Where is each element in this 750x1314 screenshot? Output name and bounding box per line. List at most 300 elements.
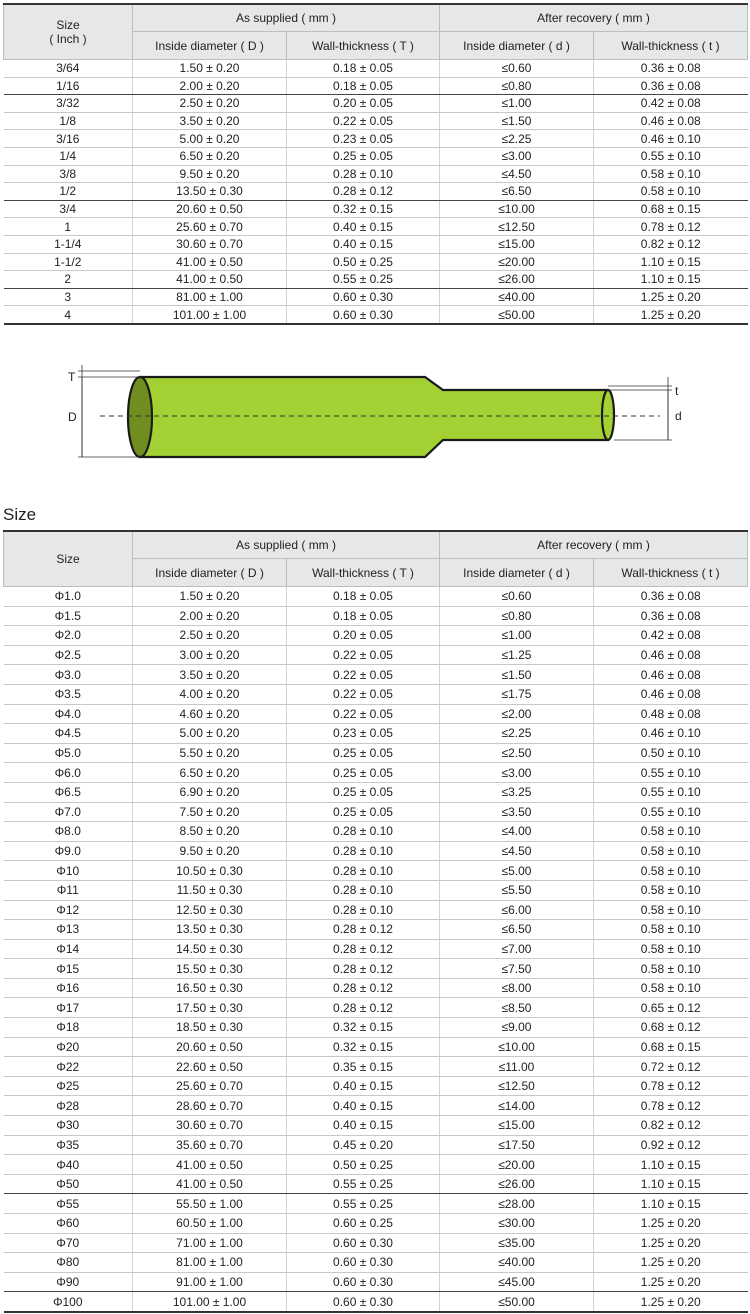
inside-diameter-d-cell: ≤14.00 [440,1096,594,1116]
table-row [4,1194,748,1214]
size-cell: Φ13 [4,920,133,940]
wall-thickness-T-cell: 0.35 ± 0.15 [287,1057,440,1077]
wall-thickness-T-cell: 0.60 ± 0.25 [287,1214,440,1234]
wall-thickness-t-cell: 0.55 ± 0.10 [594,782,748,802]
wall-thickness-T-cell: 0.20 ± 0.05 [287,95,440,113]
wall-thickness-T-cell: 0.60 ± 0.30 [287,1253,440,1273]
inch-size-table-body [4,60,748,324]
inside-diameter-D-cell: 71.00 ± 1.00 [133,1233,287,1253]
wall-thickness-T-cell: 0.28 ± 0.12 [287,998,440,1018]
table-row [4,1076,748,1096]
table-row [4,1116,748,1136]
size-cell: Φ6.5 [4,782,133,802]
size-cell: Φ100 [4,1292,133,1312]
inside-diameter-d-cell: ≤20.00 [440,1155,594,1175]
inside-diameter-D-cell: 28.60 ± 0.70 [133,1096,287,1116]
inside-diameter-D-cell: 4.60 ± 0.20 [133,704,287,724]
inside-diameter-d-cell: ≤0.60 [440,587,594,607]
inside-diameter-D-cell: 20.60 ± 0.50 [133,1037,287,1057]
inside-diameter-d-cell: ≤5.50 [440,880,594,900]
wall-thickness-t-cell: 0.55 ± 0.10 [594,147,748,165]
inside-diameter-d-cell: ≤28.00 [440,1194,594,1214]
wall-thickness-T-cell: 0.25 ± 0.05 [287,147,440,165]
t-label: t [675,384,679,398]
inside-diameter-d-cell: ≤17.50 [440,1135,594,1155]
table-row [4,165,748,183]
wall-thickness-T-cell: 0.55 ± 0.25 [287,271,440,289]
inside-diameter-D-cell: 18.50 ± 0.30 [133,1018,287,1038]
inside-diameter-D-cell: 81.00 ± 1.00 [133,1253,287,1273]
table-row [4,743,748,763]
inside-diameter-D-cell: 5.00 ± 0.20 [133,724,287,744]
size-cell: Φ5.0 [4,743,133,763]
size-cell: Φ4.5 [4,724,133,744]
inside-diameter-D-cell: 9.50 ± 0.20 [133,165,287,183]
inside-diameter-d-cell: ≤0.80 [440,77,594,95]
inside-diameter-d-cell: ≤10.00 [440,1037,594,1057]
inside-diameter-D-cell: 41.00 ± 0.50 [133,1155,287,1175]
wall-thickness-T-cell: 0.32 ± 0.15 [287,1018,440,1038]
wall-thickness-t-cell: 0.46 ± 0.08 [594,645,748,665]
wall-thickness-t-cell: 0.58 ± 0.10 [594,959,748,979]
wall-thickness-t-cell: 1.10 ± 0.15 [594,1194,748,1214]
wall-thickness-t-cell: 0.50 ± 0.10 [594,743,748,763]
size-cell: Φ40 [4,1155,133,1175]
size-cell: 1/2 [4,183,133,201]
inside-diameter-D-cell: 6.90 ± 0.20 [133,782,287,802]
metric-size-table [3,530,748,1313]
size-cell: Φ22 [4,1057,133,1077]
inside-diameter-d-cell: ≤4.50 [440,165,594,183]
wall-thickness-t-cell: 0.55 ± 0.10 [594,802,748,822]
table-row [4,684,748,704]
table-row [4,880,748,900]
table-row [4,60,748,78]
table-row [4,978,748,998]
table-row [4,1018,748,1038]
inside-diameter-d-cell: ≤6.50 [440,920,594,940]
inside-diameter-D-cell: 14.50 ± 0.30 [133,939,287,959]
size-cell: Φ9.0 [4,841,133,861]
wall-thickness-t-cell: 0.58 ± 0.10 [594,861,748,881]
wall-thickness-t-cell: 0.36 ± 0.08 [594,60,748,78]
wall-thickness-T-cell: 0.60 ± 0.30 [287,1292,440,1312]
table-row [4,1174,748,1194]
table-row [4,724,748,744]
table-row [4,704,748,724]
wall-thickness-t-header: Wall-thickness ( t ) [594,559,748,587]
wall-thickness-t-cell: 0.78 ± 0.12 [594,1076,748,1096]
table-row [4,271,748,289]
wall-thickness-t-cell: 0.58 ± 0.10 [594,939,748,959]
inside-diameter-D-cell: 81.00 ± 1.00 [133,288,287,306]
table-row [4,218,748,236]
inside-diameter-D-cell: 4.00 ± 0.20 [133,684,287,704]
inside-diameter-d-cell: ≤40.00 [440,1253,594,1273]
table-row [4,782,748,802]
inside-diameter-d-cell: ≤35.00 [440,1233,594,1253]
wall-thickness-T-cell: 0.28 ± 0.10 [287,822,440,842]
inside-diameter-d-cell: ≤30.00 [440,1214,594,1234]
inside-diameter-d-cell: ≤3.50 [440,802,594,822]
size-cell: Φ2.0 [4,626,133,646]
inside-diameter-d-header: Inside diameter ( d ) [440,559,594,587]
table-row [4,1253,748,1273]
wall-thickness-t-cell: 0.78 ± 0.12 [594,1096,748,1116]
inside-diameter-d-cell: ≤3.00 [440,763,594,783]
inside-diameter-D-cell: 30.60 ± 0.70 [133,235,287,253]
inside-diameter-d-cell: ≤1.00 [440,626,594,646]
wall-thickness-T-cell: 0.50 ± 0.25 [287,253,440,271]
table-row [4,200,748,218]
size-cell: Φ7.0 [4,802,133,822]
wall-thickness-T-cell: 0.28 ± 0.12 [287,920,440,940]
wall-thickness-T-cell: 0.28 ± 0.12 [287,183,440,201]
wall-thickness-t-cell: 0.55 ± 0.10 [594,763,748,783]
inside-diameter-d-cell: ≤26.00 [440,271,594,289]
table-row [4,587,748,607]
size-cell: Φ18 [4,1018,133,1038]
size-cell: Φ3.5 [4,684,133,704]
wall-thickness-t-cell: 0.48 ± 0.08 [594,704,748,724]
table-row [4,763,748,783]
inside-diameter-D-cell: 1.50 ± 0.20 [133,587,287,607]
table-row [4,1214,748,1234]
table-row [4,626,748,646]
inside-diameter-d-cell: ≤4.00 [440,822,594,842]
inside-diameter-D-cell: 41.00 ± 0.50 [133,253,287,271]
wall-thickness-t-cell: 0.58 ± 0.10 [594,920,748,940]
inside-diameter-d-cell: ≤15.00 [440,1116,594,1136]
inside-diameter-D-cell: 12.50 ± 0.30 [133,900,287,920]
size-header-label: Size [56,18,80,32]
size-cell: Φ80 [4,1253,133,1273]
wall-thickness-T-cell: 0.45 ± 0.20 [287,1135,440,1155]
wall-thickness-t-cell: 0.72 ± 0.12 [594,1057,748,1077]
wall-thickness-T-cell: 0.25 ± 0.05 [287,802,440,822]
wall-thickness-t-cell: 0.46 ± 0.08 [594,112,748,130]
inside-diameter-d-cell: ≤15.00 [440,235,594,253]
size-header [4,4,133,60]
inside-diameter-D-cell: 55.50 ± 1.00 [133,1194,287,1214]
table-row [4,253,748,271]
table-row [4,959,748,979]
inside-diameter-d-cell: ≤7.00 [440,939,594,959]
inside-diameter-d-cell: ≤0.80 [440,606,594,626]
inside-diameter-d-cell: ≤1.75 [440,684,594,704]
size-cell: Φ1.0 [4,587,133,607]
inside-diameter-D-cell: 2.00 ± 0.20 [133,606,287,626]
wall-thickness-T-cell: 0.22 ± 0.05 [287,112,440,130]
wall-thickness-T-cell: 0.23 ± 0.05 [287,724,440,744]
wall-thickness-t-cell: 0.46 ± 0.10 [594,130,748,148]
wall-thickness-T-cell: 0.60 ± 0.30 [287,1233,440,1253]
metric-size-table-body [4,587,748,1312]
table-row [4,900,748,920]
wall-thickness-T-cell: 0.40 ± 0.15 [287,1076,440,1096]
tube-large-end [128,377,152,457]
inside-diameter-d-cell: ≤40.00 [440,288,594,306]
inside-diameter-D-cell: 6.50 ± 0.20 [133,147,287,165]
table-row [4,306,748,324]
wall-thickness-t-cell: 0.42 ± 0.08 [594,626,748,646]
size-cell: Φ60 [4,1214,133,1234]
tube-small-end [602,390,614,440]
inside-diameter-d-cell: ≤2.25 [440,130,594,148]
inside-diameter-d-cell: ≤8.00 [440,978,594,998]
size-cell: Φ10 [4,861,133,881]
wall-thickness-t-cell: 1.10 ± 0.15 [594,1155,748,1175]
wall-thickness-T-cell: 0.25 ± 0.05 [287,763,440,783]
inside-diameter-d-cell: ≤8.50 [440,998,594,1018]
wall-thickness-T-cell: 0.22 ± 0.05 [287,665,440,685]
table-row [4,1096,748,1116]
wall-thickness-T-cell: 0.25 ± 0.05 [287,782,440,802]
wall-thickness-T-cell: 0.28 ± 0.10 [287,841,440,861]
inside-diameter-d-cell: ≤1.00 [440,95,594,113]
size-cell: 1-1/2 [4,253,133,271]
inside-diameter-D-cell: 25.60 ± 0.70 [133,218,287,236]
size-cell: 3 [4,288,133,306]
inside-diameter-D-cell: 2.50 ± 0.20 [133,95,287,113]
inside-diameter-D-cell: 3.50 ± 0.20 [133,112,287,130]
wall-thickness-t-cell: 0.36 ± 0.08 [594,77,748,95]
wall-thickness-T-cell: 0.22 ± 0.05 [287,704,440,724]
size-header: Size [4,531,133,587]
size-cell: Φ1.5 [4,606,133,626]
inside-diameter-d-cell: ≤6.50 [440,183,594,201]
table-row [4,920,748,940]
wall-thickness-T-cell: 0.28 ± 0.10 [287,165,440,183]
size-cell: Φ28 [4,1096,133,1116]
wall-thickness-T-header: Wall-thickness ( T ) [287,559,440,587]
inside-diameter-d-cell: ≤50.00 [440,1292,594,1312]
table-row [4,1292,748,1312]
wall-thickness-t-cell: 0.58 ± 0.10 [594,165,748,183]
wall-thickness-T-cell: 0.28 ± 0.12 [287,939,440,959]
size-cell: Φ55 [4,1194,133,1214]
inside-diameter-d-cell: ≤12.50 [440,218,594,236]
wall-thickness-T-cell: 0.25 ± 0.05 [287,743,440,763]
size-cell: 1/4 [4,147,133,165]
wall-thickness-T-cell: 0.23 ± 0.05 [287,130,440,148]
inside-diameter-D-header: Inside diameter ( D ) [133,559,287,587]
wall-thickness-t-cell: 0.92 ± 0.12 [594,1135,748,1155]
inside-diameter-D-cell: 10.50 ± 0.30 [133,861,287,881]
inside-diameter-D-cell: 101.00 ± 1.00 [133,1292,287,1312]
table-row [4,645,748,665]
wall-thickness-t-cell: 1.25 ± 0.20 [594,1292,748,1312]
wall-thickness-T-cell: 0.32 ± 0.15 [287,200,440,218]
wall-thickness-T-cell: 0.28 ± 0.12 [287,959,440,979]
inside-diameter-D-cell: 2.00 ± 0.20 [133,77,287,95]
size-cell: Φ11 [4,880,133,900]
table-row [4,183,748,201]
wall-thickness-t-cell: 0.58 ± 0.10 [594,841,748,861]
inside-diameter-d-cell: ≤7.50 [440,959,594,979]
inside-diameter-d-cell: ≤3.25 [440,782,594,802]
wall-thickness-t-cell: 0.58 ± 0.10 [594,978,748,998]
table-row [4,665,748,685]
inside-diameter-D-cell: 30.60 ± 0.70 [133,1116,287,1136]
inside-diameter-d-cell: ≤4.50 [440,841,594,861]
wall-thickness-t-cell: 0.65 ± 0.12 [594,998,748,1018]
wall-thickness-t-cell: 0.82 ± 0.12 [594,1116,748,1136]
wall-thickness-t-cell: 0.42 ± 0.08 [594,95,748,113]
as-supplied-header: As supplied ( mm ) [133,531,440,559]
wall-thickness-t-cell: 1.10 ± 0.15 [594,1174,748,1194]
d-label: d [675,409,682,423]
wall-thickness-t-cell: 0.46 ± 0.10 [594,724,748,744]
size-cell: 1 [4,218,133,236]
size-cell: Φ50 [4,1174,133,1194]
inside-diameter-D-cell: 5.00 ± 0.20 [133,130,287,148]
wall-thickness-t-cell: 0.36 ± 0.08 [594,587,748,607]
inside-diameter-d-cell: ≤0.60 [440,60,594,78]
inside-diameter-d-cell: ≤12.50 [440,1076,594,1096]
inside-diameter-D-cell: 13.50 ± 0.30 [133,920,287,940]
table-row [4,841,748,861]
table-row [4,1233,748,1253]
T-label: T [68,370,76,384]
wall-thickness-T-cell: 0.50 ± 0.25 [287,1155,440,1175]
size-cell: Φ8.0 [4,822,133,842]
wall-thickness-t-cell: 0.68 ± 0.15 [594,200,748,218]
wall-thickness-t-cell: 1.25 ± 0.20 [594,1272,748,1292]
as-supplied-header: As supplied ( mm ) [133,4,440,32]
wall-thickness-t-cell: 1.25 ± 0.20 [594,288,748,306]
inside-diameter-d-cell: ≤1.50 [440,112,594,130]
inside-diameter-D-cell: 60.50 ± 1.00 [133,1214,287,1234]
section-title: Size [3,505,37,524]
inside-diameter-d-cell: ≤11.00 [440,1057,594,1077]
inside-diameter-d-cell: ≤20.00 [440,253,594,271]
inside-diameter-d-cell: ≤26.00 [440,1174,594,1194]
size-cell: Φ3.0 [4,665,133,685]
size-cell: 1-1/4 [4,235,133,253]
wall-thickness-T-cell: 0.18 ± 0.05 [287,77,440,95]
wall-thickness-T-cell: 0.22 ± 0.05 [287,645,440,665]
inside-diameter-d-cell: ≤9.00 [440,1018,594,1038]
wall-thickness-t-cell: 0.68 ± 0.12 [594,1018,748,1038]
wall-thickness-t-cell: 0.82 ± 0.12 [594,235,748,253]
wall-thickness-T-cell: 0.20 ± 0.05 [287,626,440,646]
inside-diameter-D-cell: 3.00 ± 0.20 [133,645,287,665]
wall-thickness-T-cell: 0.40 ± 0.15 [287,1116,440,1136]
inside-diameter-d-cell: ≤5.00 [440,861,594,881]
inside-diameter-d-header: Inside diameter ( d ) [440,32,594,60]
table-row [4,130,748,148]
heat-shrink-tube-diagram [60,355,700,470]
wall-thickness-T-cell: 0.40 ± 0.15 [287,218,440,236]
size-cell: Φ12 [4,900,133,920]
inside-diameter-d-cell: ≤6.00 [440,900,594,920]
inside-diameter-D-cell: 7.50 ± 0.20 [133,802,287,822]
inside-diameter-D-cell: 9.50 ± 0.20 [133,841,287,861]
wall-thickness-t-cell: 0.58 ± 0.10 [594,880,748,900]
table-row [4,802,748,822]
wall-thickness-t-cell: 0.46 ± 0.08 [594,665,748,685]
size-cell: Φ35 [4,1135,133,1155]
inside-diameter-D-cell: 22.60 ± 0.50 [133,1057,287,1077]
D-label: D [68,410,77,424]
wall-thickness-T-cell: 0.18 ± 0.05 [287,606,440,626]
inside-diameter-d-cell: ≤1.25 [440,645,594,665]
wall-thickness-t-cell: 0.58 ± 0.10 [594,183,748,201]
size-cell: Φ30 [4,1116,133,1136]
inside-diameter-D-cell: 25.60 ± 0.70 [133,1076,287,1096]
wall-thickness-T-cell: 0.60 ± 0.30 [287,1272,440,1292]
wall-thickness-T-cell: 0.40 ± 0.15 [287,235,440,253]
wall-thickness-t-cell: 1.10 ± 0.15 [594,271,748,289]
inside-diameter-d-cell: ≤2.00 [440,704,594,724]
wall-thickness-t-cell: 1.25 ± 0.20 [594,1253,748,1273]
inside-diameter-D-cell: 16.50 ± 0.30 [133,978,287,998]
table-row [4,147,748,165]
table-row [4,606,748,626]
size-cell: Φ25 [4,1076,133,1096]
size-cell: 3/4 [4,200,133,218]
inside-diameter-d-cell: ≤1.50 [440,665,594,685]
inside-diameter-D-cell: 41.00 ± 0.50 [133,1174,287,1194]
wall-thickness-T-cell: 0.28 ± 0.10 [287,880,440,900]
wall-thickness-t-cell: 0.58 ± 0.10 [594,900,748,920]
table-row [4,939,748,959]
size-cell: 3/8 [4,165,133,183]
inside-diameter-d-cell: ≤50.00 [440,306,594,324]
wall-thickness-t-cell: 0.58 ± 0.10 [594,822,748,842]
size-cell: Φ16 [4,978,133,998]
wall-thickness-T-cell: 0.55 ± 0.25 [287,1174,440,1194]
size-cell: 2 [4,271,133,289]
inside-diameter-D-cell: 11.50 ± 0.30 [133,880,287,900]
wall-thickness-t-cell: 0.68 ± 0.15 [594,1037,748,1057]
inside-diameter-D-cell: 8.50 ± 0.20 [133,822,287,842]
size-cell: Φ6.0 [4,763,133,783]
wall-thickness-T-cell: 0.60 ± 0.30 [287,306,440,324]
table-row [4,1057,748,1077]
inside-diameter-D-cell: 1.50 ± 0.20 [133,60,287,78]
tube-body-shape [140,377,608,457]
wall-thickness-T-cell: 0.28 ± 0.12 [287,978,440,998]
inside-diameter-D-cell: 35.60 ± 0.70 [133,1135,287,1155]
wall-thickness-t-cell: 1.25 ± 0.20 [594,306,748,324]
size-cell: Φ90 [4,1272,133,1292]
size-header-unit: ( Inch ) [49,32,87,46]
table-row [4,861,748,881]
table-row [4,112,748,130]
table-row [4,95,748,113]
wall-thickness-T-cell: 0.18 ± 0.05 [287,587,440,607]
size-cell: 1/16 [4,77,133,95]
after-recovery-header: After recovery ( mm ) [440,4,748,32]
inside-diameter-D-cell: 13.50 ± 0.30 [133,183,287,201]
size-cell: 1/8 [4,112,133,130]
inside-diameter-d-cell: ≤2.25 [440,724,594,744]
size-cell: 3/16 [4,130,133,148]
table-row [4,1037,748,1057]
size-cell: 3/64 [4,60,133,78]
table-row [4,288,748,306]
inside-diameter-d-cell: ≤2.50 [440,743,594,763]
table-row [4,235,748,253]
inside-diameter-D-header: Inside diameter ( D ) [133,32,287,60]
wall-thickness-T-cell: 0.40 ± 0.15 [287,1096,440,1116]
inside-diameter-D-cell: 2.50 ± 0.20 [133,626,287,646]
wall-thickness-t-cell: 1.10 ± 0.15 [594,253,748,271]
inside-diameter-D-cell: 91.00 ± 1.00 [133,1272,287,1292]
wall-thickness-t-cell: 0.46 ± 0.08 [594,684,748,704]
